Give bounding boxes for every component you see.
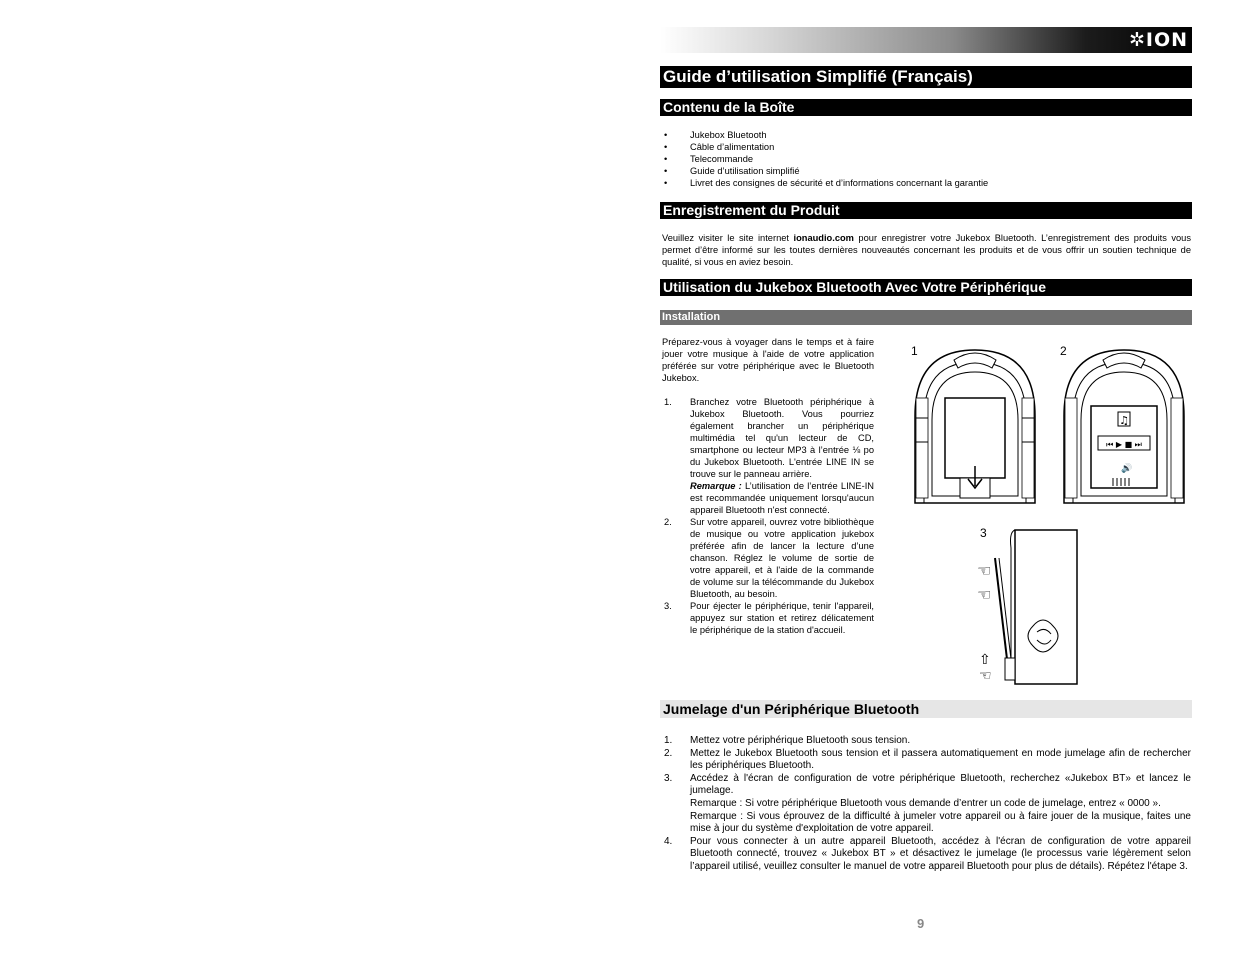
list-item: • Guide d’utilisation simplifié	[664, 166, 800, 176]
list-item: • Jukebox Bluetooth	[664, 130, 767, 140]
list-item: 3. Pour éjecter le périphérique, tenir l'appareil, appuyez sur station et retirez délicatement le périphérique de la station d'accueil.	[664, 601, 874, 635]
list-item: 4. Pour vous connecter à un autre appareil Bluetooth, accédez à l'écran de configuration de votre appareil Bluetooth connecté, trouvez « Jukebox BT » et désactivez le jumelage (le processus varie légèrement selon l’appareil utilisé, veuillez consulter le manuel de votre appareil Bluetooth pour plus de détails). Répétez l'étape 3.	[664, 835, 1191, 872]
jukebox-side-figure-3	[965, 528, 1079, 686]
list-item: 1. Branchez votre Bluetooth périphérique à Jukebox Bluetooth. Vous pourriez également brancher un périphérique multimédia tel qu'un lecteur de CD, smartphone ou lecteur MP3 à l’entrée ⅛ po du Jukebox Bluetooth. L'entrée LINE IN se trouve sur le panneau arrière. Remarque : L’utilisation de l’entrée LINE-IN est recommandée uniquement lorsqu'aucun appareil Bluetooth n'est connecté.	[664, 397, 874, 515]
contents-list	[662, 129, 1192, 189]
page-number: 9	[917, 916, 925, 931]
figure-label-1: 1	[911, 344, 918, 358]
svg-text:⏮ ▶ ■ ⏭: ⏮ ▶ ■ ⏭	[1106, 440, 1142, 449]
pairing-heading: Jumelage d'un Périphérique Bluetooth	[660, 700, 1192, 718]
registration-heading: Enregistrement du Produit	[660, 202, 1192, 219]
installation-intro: Préparez-vous à voyager dans le temps et à faire jouer votre musique à l'aide de votre application préférée sur votre périphérique avec le Bluetooth Jukebox.	[662, 337, 874, 383]
registration-paragraph: Veuillez visiter le site internet ionaudio.com pour enregistrer votre Jukebox Bluetooth. L’enregistrement des produits vous permet d’être informé sur les toutes dernières nouveautés concernant les produits et de vous offrir un soutien technique de qualité, si vous en aviez besoin.	[662, 233, 1192, 267]
list-item: • Câble d’alimentation	[664, 142, 775, 152]
list-item: 2. Mettez le Jukebox Bluetooth sous tension et il passera automatiquement en mode jumelage afin de rechercher les périphériques Bluetooth.	[664, 747, 1191, 772]
installation-steps	[662, 396, 874, 636]
list-item: 3. Accédez à l'écran de configuration de votre périphérique Bluetooth, recherchez «Jukebox BT» et lancez le jumelage. Remarque : Si votre périphérique Bluetooth vous demande d’entrer un code de jumelage, entrez « 0000 ». Remarque : Si vous éprouvez de la difficulté à jumeler votre appareil ou à faire jouer de la musique, faites une mise à jour du système d'exploitation de votre appareil.	[664, 772, 1191, 835]
page-title: Guide d’utilisation Simplifié (Français)	[660, 66, 1192, 88]
svg-text:⇧: ⇧	[979, 652, 991, 668]
list-item: 1. Mettez votre périphérique Bluetooth sous tension.	[664, 735, 911, 746]
installation-heading: Installation	[660, 310, 1192, 325]
svg-text:☜: ☜	[977, 585, 992, 604]
contents-heading: Contenu de la Boîte	[660, 99, 1192, 116]
ion-logo: ✲ION	[1128, 29, 1188, 51]
registration-site-link[interactable]: ionaudio.com	[793, 233, 854, 243]
pairing-steps	[662, 735, 1191, 874]
list-item: 2. Sur votre appareil, ouvrez votre bibliothèque de musique ou votre application jukebox préférée afin de lancer la lecture d’une chanson. Réglez le volume de sortie de votre appareil, et à l'aide de la commande de volume sur la télécommande du Jukebox Bluetooth, au besoin.	[664, 517, 874, 599]
svg-text:☜: ☜	[979, 668, 992, 684]
figure-label-3: 3	[980, 526, 987, 540]
list-item: • Telecommande	[664, 154, 754, 164]
list-item: • Livret des consignes de sécurité et d’informations concernant la garantie	[664, 178, 989, 188]
svg-text:♫: ♫	[1119, 414, 1129, 427]
jukebox-figure-1	[912, 346, 1038, 504]
figure-label-2: 2	[1060, 344, 1067, 358]
header-bar	[660, 27, 1192, 53]
svg-text:🔊: 🔊	[1121, 464, 1133, 474]
jukebox-figure-2	[1061, 346, 1187, 504]
svg-text:☜: ☜	[977, 561, 992, 580]
usage-heading: Utilisation du Jukebox Bluetooth Avec Votre Périphérique	[660, 279, 1192, 296]
